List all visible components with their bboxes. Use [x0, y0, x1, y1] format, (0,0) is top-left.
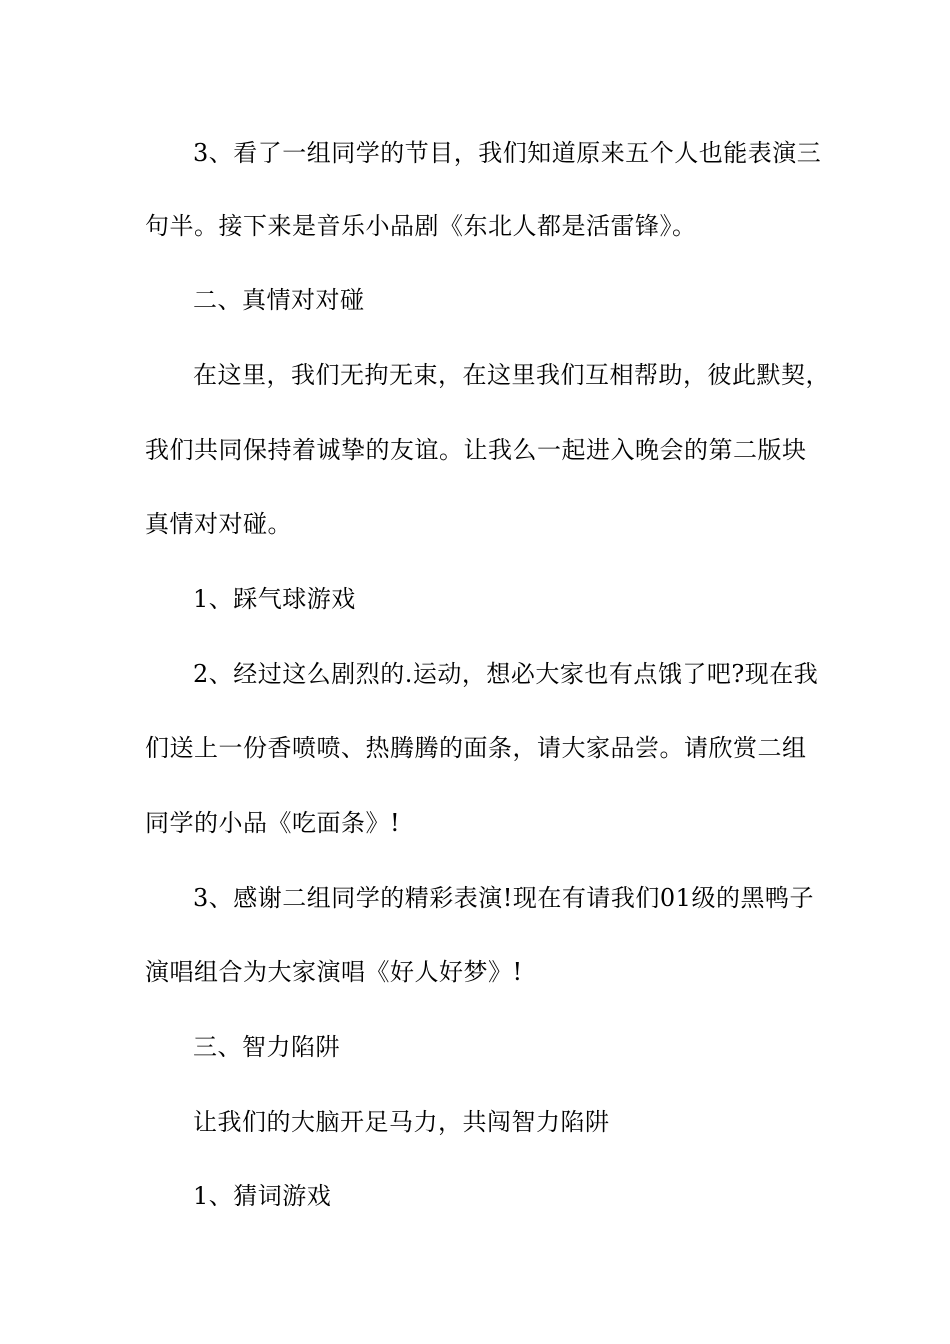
paragraph-line: 2、经过这么剧烈的.运动，想必大家也有点饿了吧?现在我 — [193, 660, 819, 688]
paragraph-line: 在这里，我们无拘无束，在这里我们互相帮助，彼此默契， — [193, 361, 830, 389]
paragraph-line: 演唱组合为大家演唱《好人好梦》! — [145, 958, 523, 986]
paragraph-line: 们送上一份香喷喷、热腾腾的面条，请大家品尝。请欣赏二组 — [145, 734, 807, 762]
paragraph-line: 3、感谢二组同学的精彩表演!现在有请我们01级的黑鸭子 — [193, 884, 814, 912]
section-heading: 三、智力陷阱 — [193, 1033, 340, 1061]
section-heading: 二、真情对对碰 — [193, 286, 365, 314]
paragraph-line: 3、看了一组同学的节目，我们知道原来五个人也能表演三 — [193, 139, 822, 167]
paragraph-line: 真情对对碰。 — [145, 510, 292, 538]
paragraph-line: 让我们的大脑开足马力，共闯智力陷阱 — [193, 1108, 610, 1136]
paragraph-line: 我们共同保持着诚挚的友谊。让我么一起进入晚会的第二版块 — [145, 436, 807, 464]
paragraph-line: 句半。接下来是音乐小品剧《东北人都是活雷锋》。 — [145, 212, 697, 240]
list-item: 1、猜词游戏 — [193, 1182, 332, 1210]
paragraph-line: 同学的小品《吃面条》! — [145, 809, 401, 837]
list-item: 1、踩气球游戏 — [193, 585, 356, 613]
